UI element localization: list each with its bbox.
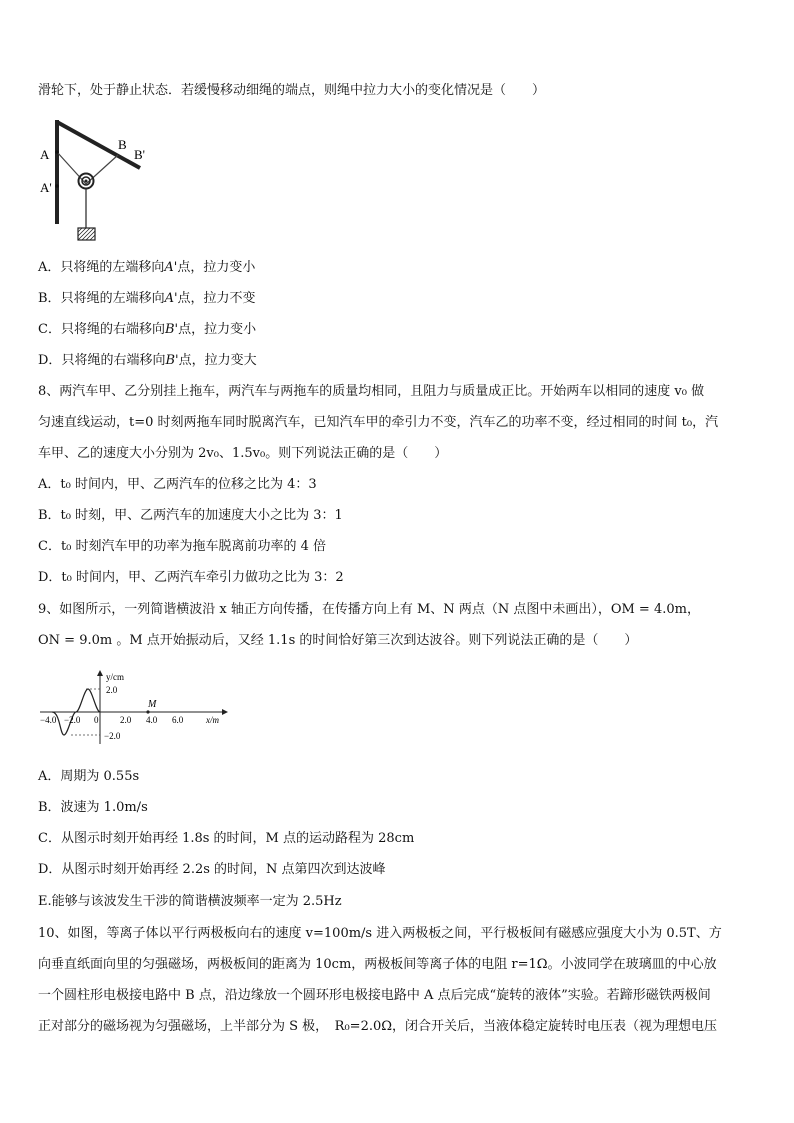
q8-line-1: 8、两汽车甲、乙分别挂上拖车，两汽车与两拖车的质量均相同，且阻力与质量成正比。开始两车以相同的速度 v₀ 做 [38, 384, 705, 399]
label-b-prime: B' [134, 147, 146, 162]
x-axis-label: x/m [206, 715, 219, 725]
q7-option-b: B．只将绳的左端移向A'点，拉力不变 [38, 291, 256, 306]
x-tick-4: 4.0 [146, 715, 158, 725]
q7-option-c: C．只将绳的右端移向B'点，拉力变小 [38, 322, 257, 337]
q9-line-1: 9、如图所示，一列简谐横波沿 x 轴正方向传播，在传播方向上有 M、N 两点（N 点图中未画出），OM = 4.0m， [38, 602, 700, 617]
x-tick-neg4: −4.0 [40, 715, 57, 725]
rope-right [86, 155, 118, 184]
q9-option-c: C．从图示时刻开始再经 1.8s 的时间，M 点的运动路程为 28cm [38, 831, 415, 846]
q9-option-d: D．从图示时刻开始再经 2.2s 的时间，N 点第四次到达波峰 [38, 862, 386, 877]
q7-option-a: A．只将绳的左端移向A'点，拉力变小 [38, 260, 256, 275]
q8-option-b: B．t₀ 时刻，甲、乙两汽车的加速度大小之比为 3：1 [38, 508, 343, 523]
x-tick-0: 0 [94, 715, 99, 725]
q10-line-2: 向垂直纸面向里的匀强磁场，两极板间的距离为 10cm，两极板间等离子体的电阻 r=1Ω。小波同学在玻璃皿的中心放 [38, 957, 717, 972]
y-tick-top: 2.0 [106, 685, 118, 695]
point-a-prime [55, 184, 59, 188]
wave-figure [36, 668, 236, 748]
q10-line-3: 一个圆柱形电极接电路中 B 点，沿边缘放一个圆环形电极接电路中 A 点后完成“旋转的液体”实验。若蹄形磁铁两极间 [38, 988, 711, 1003]
q9-line-2: ON = 9.0m 。M 点开始振动后，又经 1.1s 的时间恰好第三次到达波谷。则下列说法正确的是（ ） [38, 633, 638, 648]
q8-line-2: 匀速直线运动，t=0 时刻两拖车同时脱离汽车，已知汽车甲的牵引力不变，汽车乙的功率不变，经过相同的时间 t₀，汽 [38, 415, 719, 430]
x-tick-2: 2.0 [120, 715, 132, 725]
q7-option-d: D．只将绳的右端移向B'点，拉力变大 [38, 353, 257, 368]
y-tick-bottom: −2.0 [104, 731, 121, 741]
m-label: M [148, 699, 157, 710]
q9-option-b: B．波速为 1.0m/s [38, 800, 148, 815]
pulley-figure [36, 112, 166, 244]
q9-option-e: E.能够与该波发生干涉的简谐横波频率一定为 2.5Hz [38, 894, 342, 909]
q9-option-a: A．周期为 0.55s [38, 769, 140, 784]
x-tick-6: 6.0 [172, 715, 184, 725]
q7-stem-tail: 滑轮下，处于静止状态．若缓慢移动细绳的端点，则绳中拉力大小的变化情况是（ ） [38, 83, 546, 98]
x-tick-neg2: −2.0 [64, 715, 81, 725]
label-b: B [118, 137, 127, 152]
label-a-prime: A' [40, 180, 52, 195]
q8-option-d: D．t₀ 时间内，甲、乙两汽车牵引力做功之比为 3：2 [38, 570, 344, 585]
vertical-pole [55, 120, 59, 224]
q10-line-4: 正对部分的磁场视为匀强磁场，上半部分为 S 极， R₀=2.0Ω，闭合开关后，当液体稳定旋转时电压表（视为理想电压 [38, 1019, 718, 1034]
q10-line-1: 10、如图，等离子体以平行两极板向右的速度 v=100m/s 进入两极板之间，平行极板间有磁感应强度大小为 0.5T、方 [38, 926, 722, 941]
y-axis-label: y/cm [106, 672, 124, 682]
inclined-rod [57, 122, 140, 168]
label-a: A [40, 147, 50, 162]
point-a [55, 150, 59, 154]
point-m [146, 710, 149, 713]
q8-option-a: A．t₀ 时间内，甲、乙两汽车的位移之比为 4：3 [38, 477, 317, 492]
q8-option-c: C．t₀ 时刻汽车甲的功率为拖车脱离前功率的 4 倍 [38, 539, 327, 554]
q8-line-3: 车甲、乙的速度大小分别为 2v₀、1.5v₀。则下列说法正确的是（ ） [38, 446, 448, 461]
